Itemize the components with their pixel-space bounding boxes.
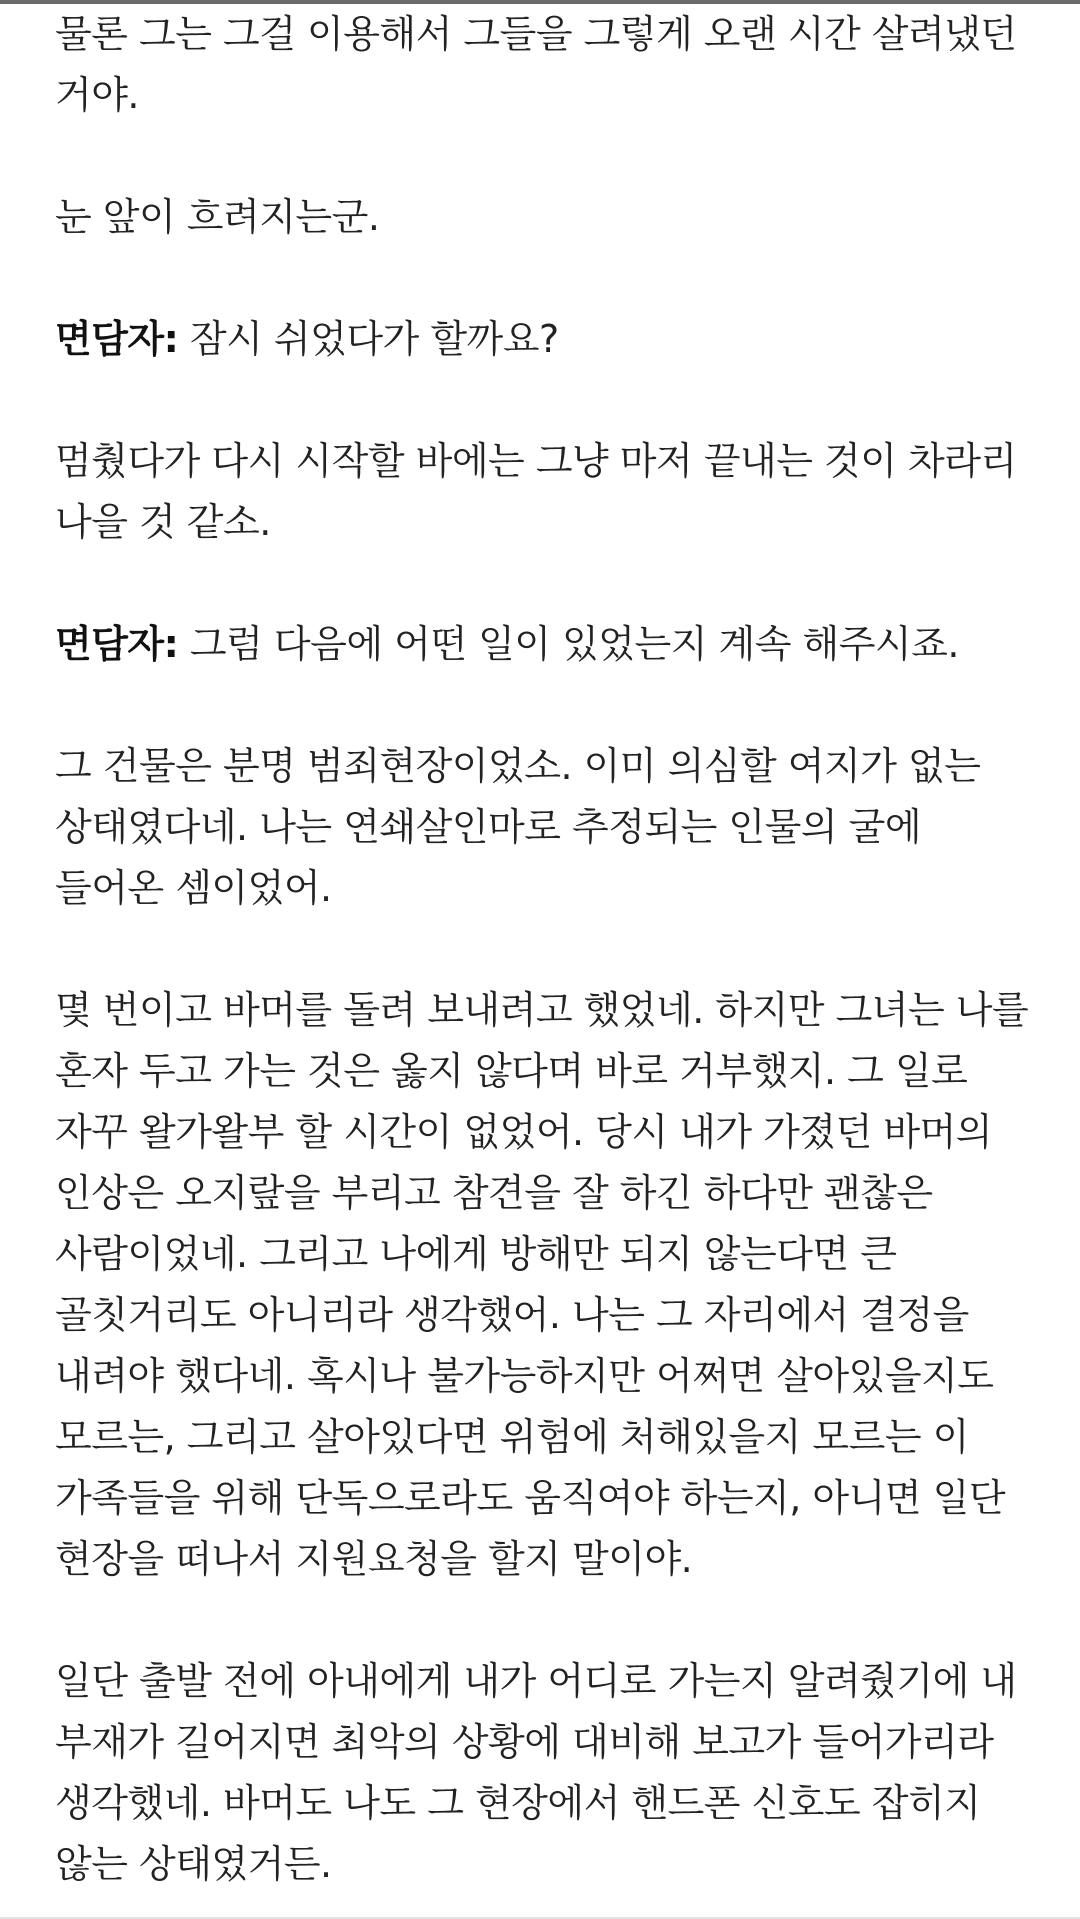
paragraph-6 bbox=[55, 736, 1035, 919]
paragraph-text: 물론 그는 그걸 이용해서 그들을 그렇게 오랜 시간 살려냈던 거야. bbox=[55, 12, 1017, 117]
paragraph-1 bbox=[55, 4, 1035, 126]
paragraph-5 bbox=[55, 614, 1035, 675]
paragraph-text: 멈췄다가 다시 시작할 바에는 그냥 마저 끝내는 것이 차라리 나을 것 같소. bbox=[55, 439, 1017, 544]
paragraph-text: 그 건물은 분명 범죄현장이었소. 이미 의심할 여지가 없는 상태였다네. 나는 연쇄살인마로 추정되는 인물의 굴에 들어온 셈이었어. bbox=[55, 744, 981, 910]
paragraph-2 bbox=[55, 187, 1035, 248]
speaker-label: 면담자: bbox=[55, 317, 179, 361]
paragraph-text: 눈 앞이 흐려지는군. bbox=[55, 195, 380, 239]
interview-transcript bbox=[55, 4, 1035, 1895]
paragraph-text: 일단 출발 전에 아내에게 내가 어디로 가는지 알려줬기에 내 부재가 길어지면 최악의 상황에 대비해 보고가 들어가리라 생각했네. 바머도 나도 그 현장에서 핸드폰 신호도 잡히지 않는 상태였거든. bbox=[55, 1659, 1017, 1886]
paragraph-7 bbox=[55, 980, 1035, 1590]
paragraph-text: 몇 번이고 바머를 돌려 보내려고 했었네. 하지만 그녀는 나를 혼자 두고 가는 것은 옳지 않다며 바로 거부했지. 그 일로 자꾸 왈가왈부 할 시간이 없었어. 당시 내가 가졌던 바머의 인상은 오지랖을 부리고 참견을 잘 하긴 하다만 괜찮은 사람이었네. 그리고 나에게 방해만 되지 않는다면 큰 골칫거리도 아니리라 생각했어. 나는 그 자리에서 결정을 내려야 했다네. 혹시나 불가능하지만 어쩌면 살아있을지도 모르는, 그리고 살아있다면 위험에 처해있을지 모르는 이 가족들을 위해 단독으로라도 움직여야 하는지, 아니면 일단 현장을 떠나서 지원요청을 할지 말이야. bbox=[55, 988, 1029, 1581]
paragraph-text: 그럼 다음에 어떤 일이 있었는지 계속 해주시죠. bbox=[178, 622, 959, 666]
paragraph-text: 잠시 쉬었다가 할까요? bbox=[178, 317, 559, 361]
paragraph-3 bbox=[55, 309, 1035, 370]
paragraph-4 bbox=[55, 431, 1035, 553]
speaker-label: 면담자: bbox=[55, 622, 179, 666]
paragraph-8 bbox=[55, 1651, 1035, 1895]
